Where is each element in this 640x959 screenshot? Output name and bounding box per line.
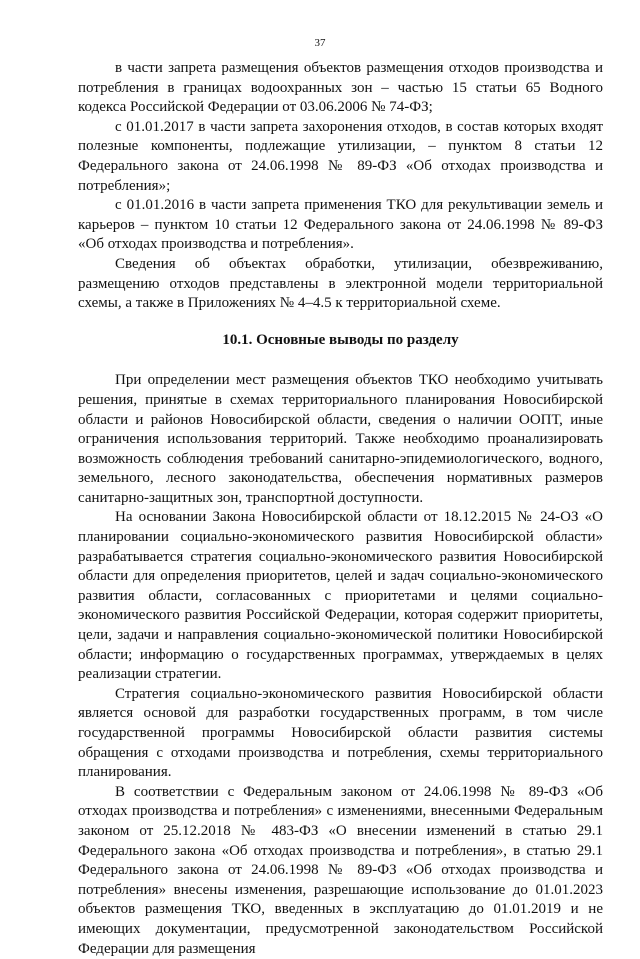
paragraph-federal-law-amendments: В соответствии с Федеральным законом от 24.06.1998 № 89-ФЗ «Об отходах производства и потребления» с изменениями, внесенными Федеральным законом от 25.12.2018 № 483-ФЗ «О внесении изменений в статью 29.1 Федерального закона «Об отходах производства и потребления», в статью 29.1 Федерального закона от 24.06.1998 № 89-ФЗ «Об отходах производства и потребления» внесены изменения, разрешающие использование до 01.01.2023 объектов размещения ТКО, введенных в эксплуатацию до 01.01.2019 и не имеющих документации, предусмотренной законодательством Российской Федерации для размещения	[78, 783, 603, 957]
paragraph-electronic-model-reference: Сведения об объектах обработки, утилизации, обезвреживанию, размещению отходов представлены в электронной модели территориальной схемы, а также в Приложениях № 4–4.5 к территориальной схеме.	[78, 255, 603, 312]
paragraph-burial-ban-2017: с 01.01.2017 в части запрета захоронения отходов, в состав которых входят полезные компоненты, подлежащие утилизации, – пунктом 8 статьи 12 Федерального закона от 24.06.1998 № 89-ФЗ «Об отходах производства и потребления»;	[78, 118, 603, 194]
body-text	[78, 59, 603, 959]
paragraph-water-protection-zones: в части запрета размещения объектов размещения отходов производства и потребления в границах водоохранных зон – частью 15 статьи 65 Водного кодекса Российской Федерации от 03.06.2006 № 74-ФЗ;	[78, 60, 603, 116]
paragraph-recultivation-ban-2016: с 01.01.2016 в части запрета применения ТКО для рекультивации земель и карьеров – пунктом 10 статьи 12 Федерального закона от 24.06.1998 № 89-ФЗ «Об отходах производства и потребления».	[78, 197, 603, 253]
paragraph-regional-law-strategy: На основании Закона Новосибирской области от 18.12.2015 № 24-ОЗ «О планировании социально-экономического развития Новосибирской области» разрабатывается стратегия социально-экономического развития Новосибирской области для определения приоритетов, целей и задач социально-экономического развития области, согласованных с приоритетами и целями социально-экономического развития Российской Федерации, которая содержит приоритеты, цели, задачи и направления социально-экономической политики Новосибирской области; информацию о государственных программах, утверждаемых в целях реализации стратегии.	[78, 509, 603, 683]
section-heading: 10.1. Основные выводы по разделу	[222, 331, 459, 348]
paragraph-site-selection: При определении мест размещения объектов ТКО необходимо учитывать решения, принятые в схемах территориального планирования Новосибирской области и районов Новосибирской области, сведения о наличии ООПТ, иные ограничения использования территорий. Также необходимо проанализировать возможность соблюдения требований санитарно-эпидемиологического, водного, земельного, лесного законодательства, обеспечения нормативных размеров санитарно-защитных зон, транспортной доступности.	[78, 372, 603, 506]
paragraph-strategy-basis: Стратегия социально-экономического развития Новосибирской области является основой для разработки государственных программ, в том числе государственной программы Новосибирской области развития системы обращения с отходами производства и потребления, схемы территориального планирования.	[78, 685, 603, 781]
page-number: 37	[314, 37, 326, 49]
